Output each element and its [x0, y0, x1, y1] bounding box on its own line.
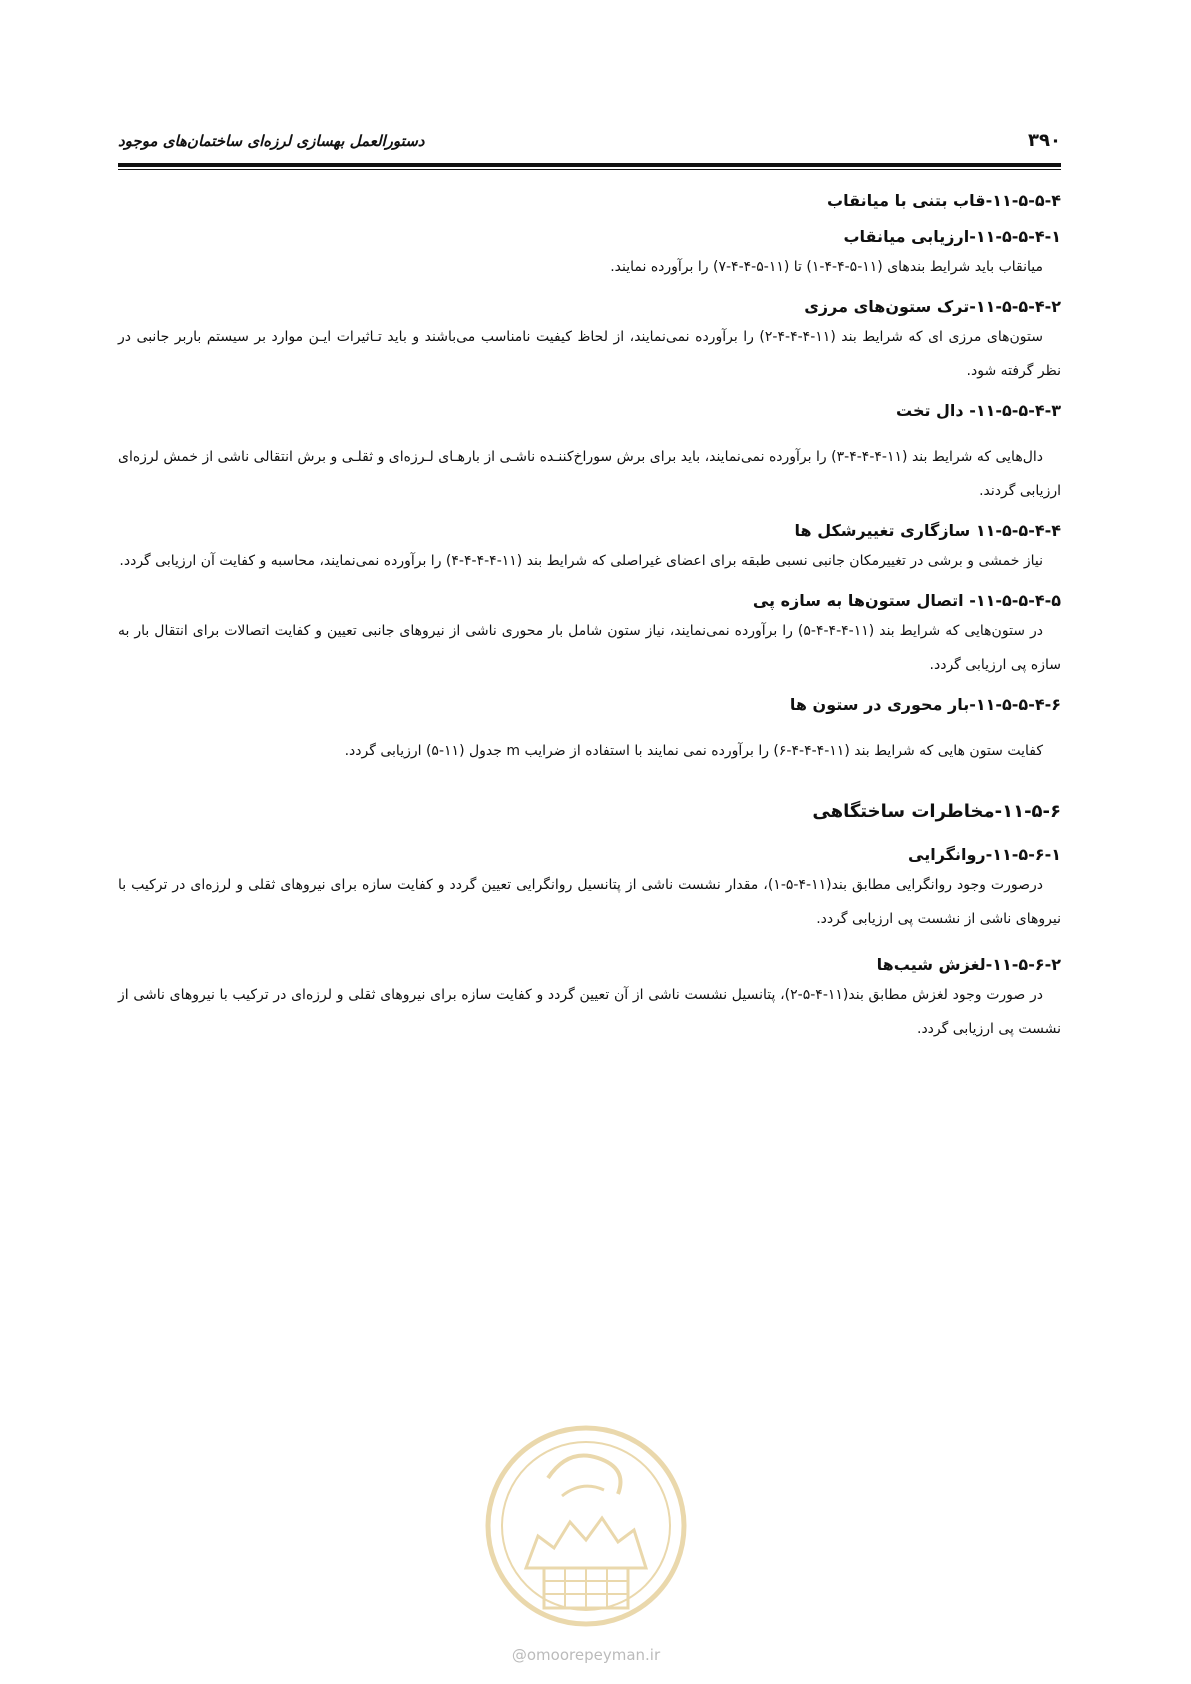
omoore-peyman-seal-icon [478, 1418, 694, 1634]
paragraph: در صورت وجود لغزش مطابق بند(۱۱-۴-۵-۲)، پتانسیل نشست ناشی از آن تعیین گردد و کفایت سازه برای نیروهای ثقلی و لرزه‌ای در ترکیب با نیروهای ناشی از نشست پی ارزیابی گردد. [118, 987, 1061, 1037]
paragraph: ستون‌های مرزی ای که شرایط بند (۱۱-۴-۴-۴-۲) را برآورده نمی‌نمایند، از لحاظ کیفیت نامناسب می‌باشند و باید تـاثیرات ایـن موارد بر سیستم باربر جانبی در نظر گرفته شود. [118, 329, 1061, 379]
major-section-heading: ۱۱-۵-۶-مخاطرات ساختگاهی [812, 801, 1061, 822]
header-rule-thick [118, 163, 1061, 167]
running-title: دستورالعمل بهسازی لرزه‌ای ساختمان‌های موجود [118, 132, 425, 150]
section-heading: ۱۱-۵-۵-۴-۲-ترک ستون‌های مرزی [804, 297, 1061, 316]
page-header [118, 130, 1061, 156]
paragraph: دال‌هایی که شرایط بند (۱۱-۴-۴-۴-۳) را برآورده نمی‌نمایند، باید برای برش سوراخ‌کننـده ناشـی از بارهـای لـرزه‌ای و ثقلـی و برش انتقالی ناشی از خمش لرزه‌ای ارزیابی گردند. [118, 449, 1061, 499]
paragraph: میانقاب باید شرایط بندهای (۱۱-۵-۴-۴-۱) تا (۱۱-۵-۴-۴-۷) را برآورده نمایند. [610, 259, 1043, 275]
paragraph: درصورت وجود روانگرایی مطابق بند(۱۱-۴-۵-۱)، مقدار نشست ناشی از پتانسیل روانگرایی تعیین گردد و کفایت سازه برای نیروهای ثقلی و لرزه‌ای در ترکیب با نیروهای ناشی از نشست پی ارزیابی گردد. [118, 877, 1061, 927]
section-heading: ۱۱-۵-۶-۱-روانگرایی [908, 845, 1061, 864]
paragraph: کفایت ستون هایی که شرایط بند (۱۱-۴-۴-۴-۶) را برآورده نمی نمایند با استفاده از ضرایب m جدول (۱۱-۵) ارزیابی گردد. [344, 743, 1043, 759]
section-heading: ۱۱-۵-۵-۴-۱-ارزیابی میانقاب [843, 227, 1061, 246]
page-number: ۳۹۰ [1028, 130, 1061, 151]
paragraph: در ستون‌هایی که شرایط بند (۱۱-۴-۴-۴-۵) را برآورده نمی‌نمایند، نیاز ستون شامل بار محوری ناشی از نیروهای جانبی تعیین و کفایت اتصالات برای انتقال بار به سازه پی ارزیابی گردد. [118, 623, 1061, 673]
section-heading: ۱۱-۵-۵-۴-۵- اتصال ستون‌ها به سازه پی [752, 591, 1061, 610]
document-body [118, 188, 1061, 1046]
section-heading: ۱۱-۵-۵-۴-۳- دال تخت [896, 401, 1061, 420]
header-rule-thin [118, 169, 1061, 170]
section-heading: ۱۱-۵-۶-۲-لغزش شیب‌ها [876, 955, 1061, 974]
section-heading: ۱۱-۵-۵-۴-قاب بتنی با میانقاب [827, 191, 1061, 210]
section-heading: ۱۱-۵-۵-۴-۶-بار محوری در ستون ها [789, 695, 1061, 714]
watermark-text: @omoorepeyman.ir [511, 1646, 661, 1664]
section-heading: ۱۱-۵-۵-۴-۴ سازگاری تغییرشکل ها [794, 521, 1061, 540]
paragraph: نیاز خمشی و برشی در تغییرمکان جانبی نسبی طبقه برای اعضای غیراصلی که شرایط بند (۱۱-۴-۴-۴-۴) را برآورده نمی‌نمایند، محاسبه و کفایت آن ارزیابی گردد. [119, 553, 1043, 569]
